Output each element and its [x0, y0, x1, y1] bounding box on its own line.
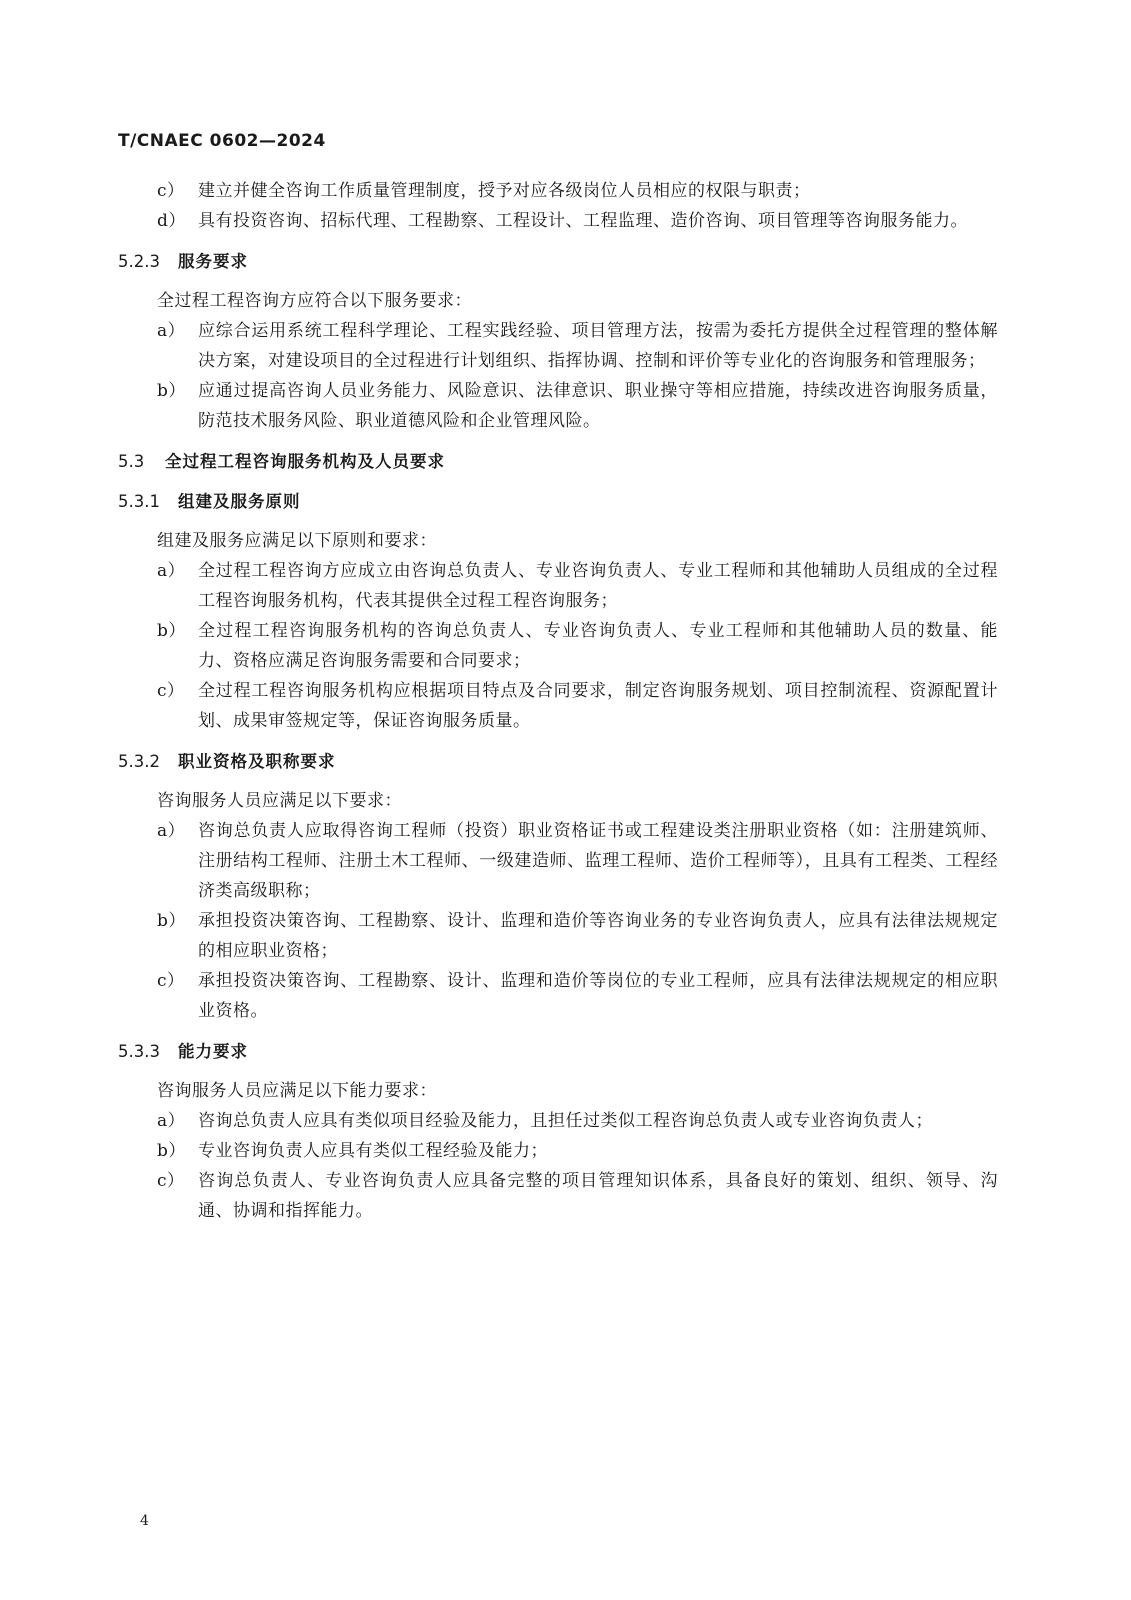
list-item-text: 咨询总负责人应具有类似项目经验及能力，且担任过类似工程咨询总负责人或专业咨询负责人；	[198, 1111, 933, 1131]
list-item-text: 具有投资咨询、招标代理、工程勘察、工程设计、工程监理、造价咨询、项目管理等咨询服务能力。	[198, 211, 968, 231]
list-item	[118, 176, 998, 206]
page-content	[118, 176, 998, 1226]
list-item-text: 专业咨询负责人应具有类似工程经验及能力；	[198, 1141, 548, 1161]
section-intro: 咨询服务人员应满足以下要求：	[157, 791, 402, 811]
list-item-marker: c）	[157, 181, 185, 201]
list-item	[118, 556, 998, 616]
section-title: 服务要求	[178, 252, 248, 271]
list-item	[118, 1166, 998, 1226]
list-item	[118, 206, 998, 236]
list-item-marker: b）	[157, 381, 186, 401]
section-title: 职业资格及职称要求	[178, 752, 336, 771]
list-item-marker: a）	[157, 1111, 186, 1131]
list-item	[118, 1136, 998, 1166]
list-item-text: 应通过提高咨询人员业务能力、风险意识、法律意识、职业操守等相应措施，持续改进咨询服务质量，防范技术服务风险、职业道德风险和企业管理风险。	[198, 381, 998, 431]
list-item	[118, 376, 998, 436]
list-item-text: 全过程工程咨询方应成立由咨询总负责人、专业咨询负责人、专业工程师和其他辅助人员组成的全过程工程咨询服务机构，代表其提供全过程工程咨询服务；	[198, 561, 998, 611]
list-item	[118, 1106, 998, 1136]
section-heading-5-3-1	[118, 488, 998, 516]
list-item-marker: c）	[157, 681, 185, 701]
list-item-text: 承担投资决策咨询、工程勘察、设计、监理和造价等咨询业务的专业咨询负责人，应具有法律法规规定的相应职业资格；	[198, 911, 998, 961]
section-title: 能力要求	[178, 1042, 248, 1061]
section-title: 全过程工程咨询服务机构及人员要求	[165, 452, 445, 471]
list-item	[118, 676, 998, 736]
section-number: 5.3	[118, 452, 145, 471]
list-item-text: 咨询总负责人应取得咨询工程师（投资）职业资格证书或工程建设类注册职业资格（如：注册建筑师、注册结构工程师、注册土木工程师、一级建造师、监理工程师、造价工程师等），且具有工程类、工程经济类高级职称；	[198, 821, 998, 901]
list-item-text: 承担投资决策咨询、工程勘察、设计、监理和造价等岗位的专业工程师，应具有法律法规规定的相应职业资格。	[198, 971, 998, 1021]
section-intro: 咨询服务人员应满足以下能力要求：	[157, 1081, 437, 1101]
section-title: 组建及服务原则	[178, 492, 301, 511]
list-item-marker: a）	[157, 321, 186, 341]
list-item-marker: a）	[157, 821, 186, 841]
document-code: T/CNAEC 0602—2024	[118, 131, 326, 151]
section-intro: 全过程工程咨询方应符合以下服务要求：	[157, 291, 472, 311]
list-item-text: 全过程工程咨询服务机构应根据项目特点及合同要求，制定咨询服务规划、项目控制流程、资源配置计划、成果审签规定等，保证咨询服务质量。	[198, 681, 998, 731]
list-item-marker: a）	[157, 561, 186, 581]
section-number: 5.2.3	[118, 252, 160, 271]
list-item-marker: b）	[157, 1141, 186, 1161]
section-heading-5-3	[118, 448, 998, 476]
list-item	[118, 816, 998, 906]
section-intro: 组建及服务应满足以下原则和要求：	[157, 531, 437, 551]
section-heading-5-3-3	[118, 1038, 998, 1066]
list-item-text: 建立并健全咨询工作质量管理制度，授予对应各级岗位人员相应的权限与职责；	[198, 181, 811, 201]
section-number: 5.3.2	[118, 752, 160, 771]
section-heading-5-3-2	[118, 748, 998, 776]
list-item-text: 应综合运用系统工程科学理论、工程实践经验、项目管理方法，按需为委托方提供全过程管理的整体解决方案，对建设项目的全过程进行计划组织、指挥协调、控制和评价等专业化的咨询服务和管理服务；	[198, 321, 998, 371]
list-item	[118, 616, 998, 676]
list-item	[118, 966, 998, 1026]
list-item-marker: d）	[157, 211, 186, 231]
list-item	[118, 316, 998, 376]
list-item	[118, 906, 998, 966]
page-number: 4	[140, 1513, 149, 1529]
section-number: 5.3.1	[118, 492, 160, 511]
list-item-marker: c）	[157, 971, 185, 991]
list-item-marker: b）	[157, 621, 186, 641]
list-item-text: 全过程工程咨询服务机构的咨询总负责人、专业咨询负责人、专业工程师和其他辅助人员的数量、能力、资格应满足咨询服务需要和合同要求；	[198, 621, 998, 671]
section-heading-5-2-3	[118, 248, 998, 276]
section-number: 5.3.3	[118, 1042, 160, 1061]
list-item-marker: b）	[157, 911, 186, 931]
list-item-marker: c）	[157, 1171, 185, 1191]
list-item-text: 咨询总负责人、专业咨询负责人应具备完整的项目管理知识体系，具备良好的策划、组织、领导、沟通、协调和指挥能力。	[198, 1171, 998, 1221]
